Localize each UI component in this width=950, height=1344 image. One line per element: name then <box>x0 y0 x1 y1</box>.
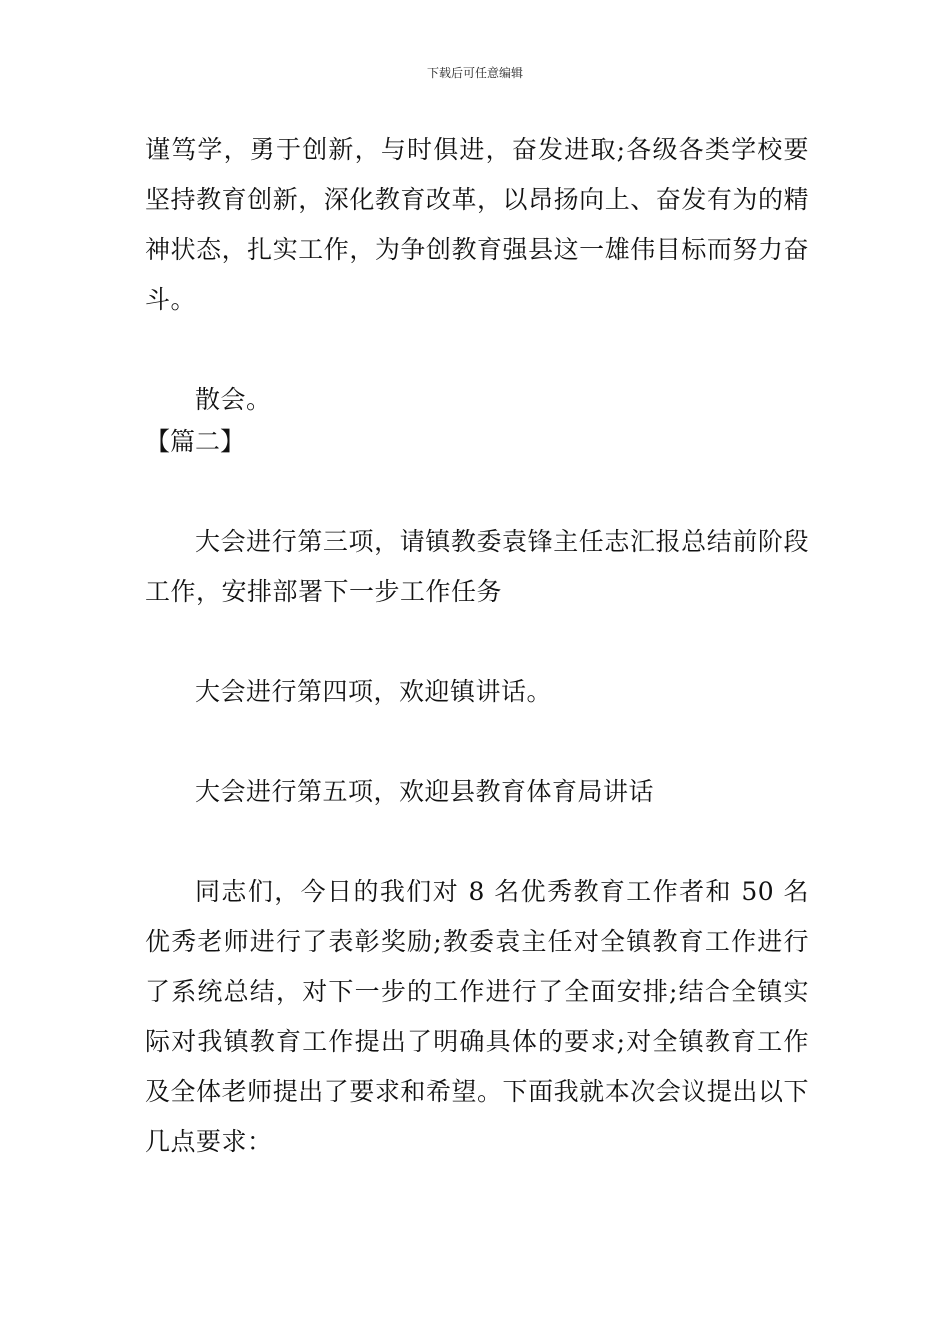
paragraph-gap <box>145 325 809 375</box>
paragraph-gap <box>145 617 809 667</box>
paragraph-item-three: 大会进行第三项，请镇教委袁锋主任志汇报总结前阶段工作，安排部署下一步工作任务 <box>145 527 809 606</box>
paragraph-gap <box>145 817 809 867</box>
paragraph-closing-remarks: 谨笃学，勇于创新，与时俱进，奋发进取;各级各类学校要坚持教育创新，深化教育改革，以昂扬向上、奋发有为的精神状态，扎实工作，为争创教育强县这一雄伟目标而努力奋斗。 <box>145 135 809 314</box>
paragraph-gap <box>145 467 809 517</box>
section-heading: 【篇二】 <box>145 427 246 456</box>
paragraph-gap <box>145 717 809 767</box>
paragraph-item-five: 大会进行第五项，欢迎县教育体育局讲话 <box>195 777 655 806</box>
page-header: 下载后可任意编辑 <box>426 66 523 80</box>
paragraph-adjourn: 散会。 <box>195 385 272 414</box>
document-body <box>145 125 809 1167</box>
paragraph-item-four: 大会进行第四项，欢迎镇讲话。 <box>195 677 553 706</box>
paragraph-speech: 同志们，今日的我们对 8 名优秀教育工作者和 50 名优秀老师进行了表彰奖励;教委袁主任对全镇教育工作进行了系统总结，对下一步的工作进行了全面安排;结合全镇实际对我镇教育工作提出了明确具体的要求;对全镇教育工作及全体老师提出了要求和希望。下面我就本次会议提出以下几点要求： <box>145 877 809 1156</box>
